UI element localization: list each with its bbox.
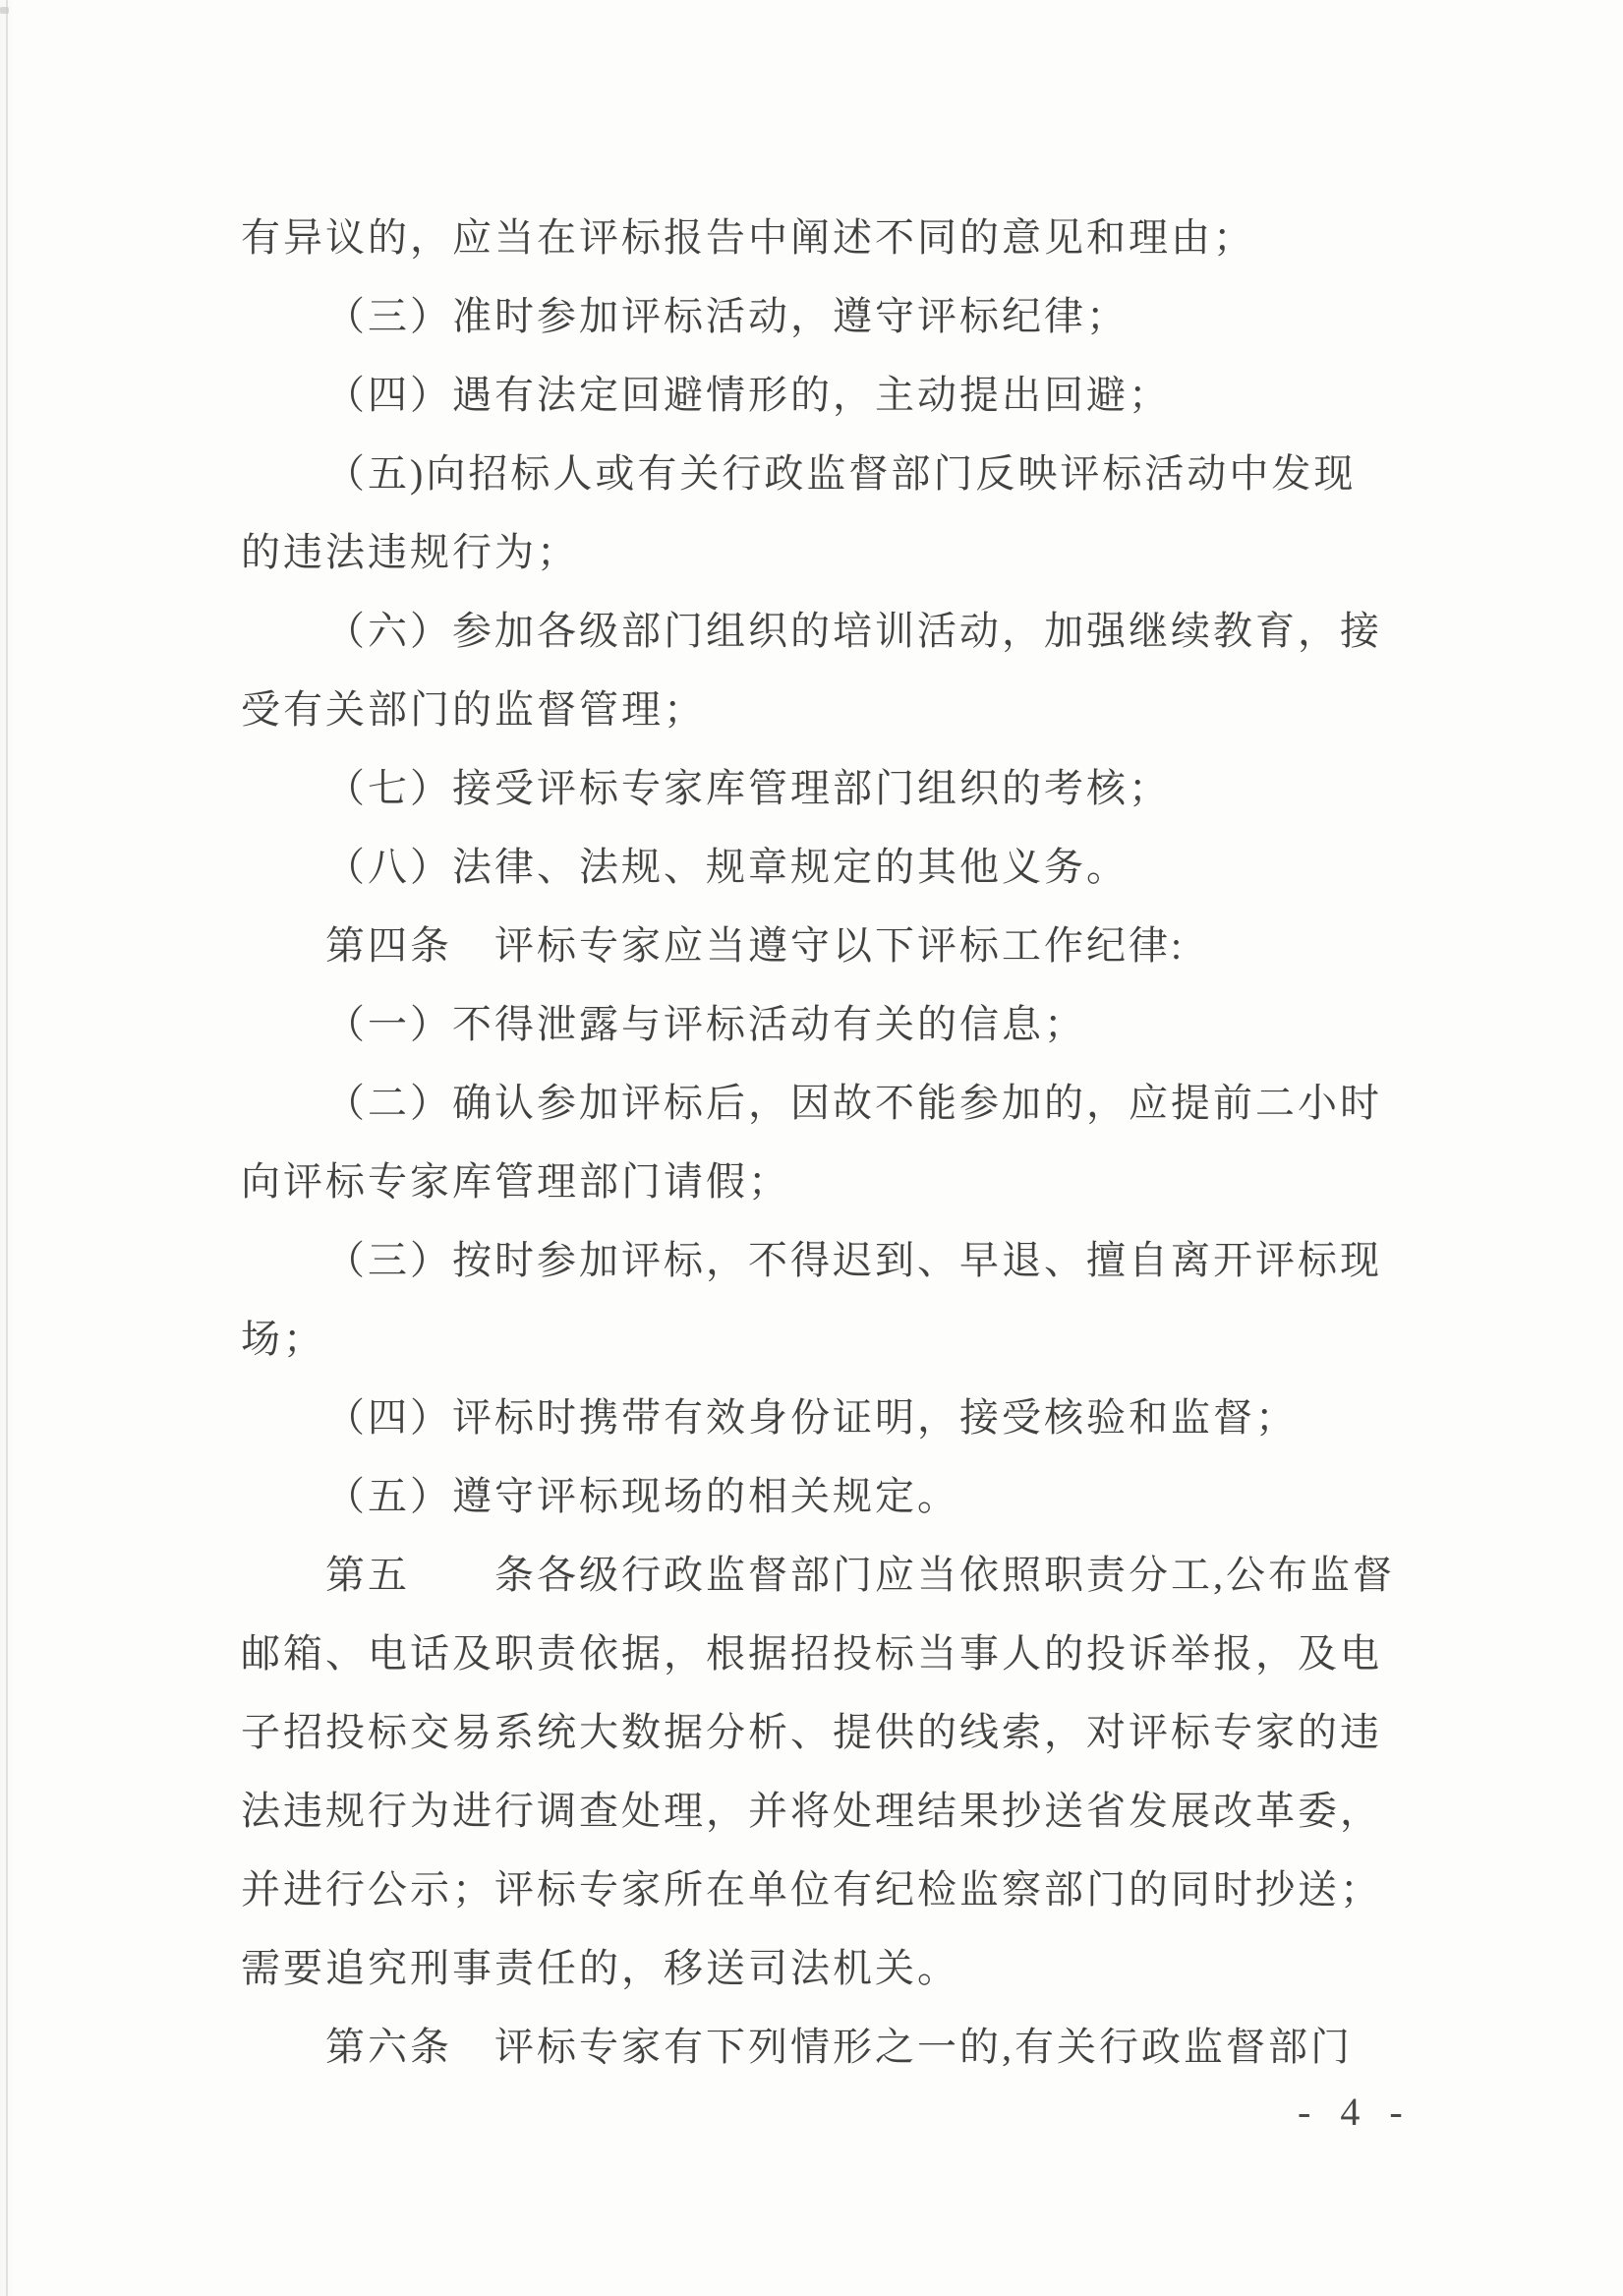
document-line: 向评标专家库管理部门请假； xyxy=(241,1159,790,1204)
document-line: 第四条 评标专家应当遵守以下评标工作纪律: xyxy=(325,923,1186,968)
document-line: （三）按时参加评标，不得迟到、早退、擅自离开评标现 xyxy=(325,1238,1382,1282)
scan-speck-artifact xyxy=(0,7,9,14)
document-line: （五)向招标人或有关行政监督部门反映评标活动中发现 xyxy=(325,451,1357,496)
document-line: 第六条 评标专家有下列情形之一的,有关行政监督部门 xyxy=(325,2025,1353,2069)
document-line: 的违法违规行为； xyxy=(241,530,579,574)
document-line: 第五 条各级行政监督部门应当依照职责分工,公布监督 xyxy=(325,1553,1395,1597)
document-line: 场； xyxy=(241,1317,325,1361)
document-line: （三）准时参加评标活动，遵守评标纪律； xyxy=(325,294,1129,338)
document-line: （七）接受评标专家库管理部门组织的考核； xyxy=(325,766,1171,810)
document-line: 有异议的，应当在评标报告中阐述不同的意见和理由； xyxy=(241,215,1255,260)
document-line: （二）确认参加评标后，因故不能参加的，应提前二小时 xyxy=(325,1081,1382,1125)
document-line: 子招投标交易系统大数据分析、提供的线索，对评标专家的违 xyxy=(241,1710,1382,1754)
document-line: 需要追究刑事责任的，移送司法机关。 xyxy=(241,1946,959,1990)
document-line: （六）参加各级部门组织的培训活动，加强继续教育，接 xyxy=(325,609,1382,653)
scan-edge-artifact xyxy=(6,0,8,2296)
document-line: （四）评标时携带有效身份证明，接受核验和监督； xyxy=(325,1395,1298,1440)
document-line: 受有关部门的监督管理； xyxy=(241,687,706,732)
document-line: 邮箱、电话及职责依据，根据招投标当事人的投诉举报，及电 xyxy=(241,1631,1382,1676)
document-line: （五）遵守评标现场的相关规定。 xyxy=(325,1474,959,1518)
page-number: - 4 - xyxy=(1298,2090,1413,2134)
document-line: （八）法律、法规、规章规定的其他义务。 xyxy=(325,845,1129,889)
document-line: 法违规行为进行调查处理，并将处理结果抄送省发展改革委， xyxy=(241,1789,1382,1833)
document-text-block xyxy=(241,199,1411,2087)
document-line: （一）不得泄露与评标活动有关的信息； xyxy=(325,1002,1086,1046)
document-line: （四）遇有法定回避情形的，主动提出回避； xyxy=(325,373,1171,417)
document-line: 并进行公示；评标专家所在单位有纪检监察部门的同时抄送； xyxy=(241,1867,1382,1912)
